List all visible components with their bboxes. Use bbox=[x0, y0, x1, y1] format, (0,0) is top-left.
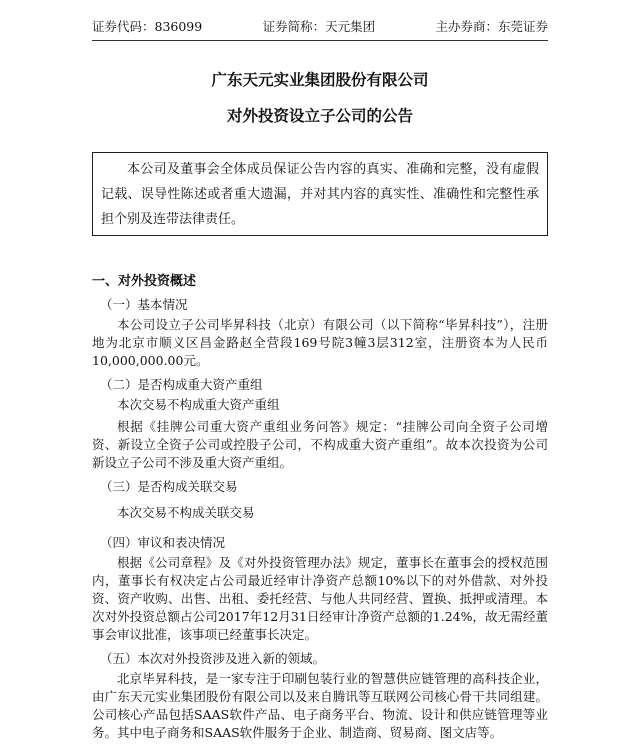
security-code: 证券代码：836099 bbox=[92, 19, 203, 34]
subsection-approval-heading: （四）审议和表决情况 bbox=[100, 535, 226, 550]
announcement-body bbox=[92, 270, 548, 746]
page-header bbox=[92, 13, 548, 39]
restructuring-paragraph: 根据《挂牌公司重大资产重组业务问答》规定：“挂牌公司向全资子公司增资、新设立全资子公司或控股子公司，不构成重大资产重组”。故本次投资为公司新设立子公司不涉及重大资产重组。 bbox=[92, 419, 548, 470]
company-title: 广东天元实业集团股份有限公司 bbox=[211, 70, 429, 89]
new-field-paragraph: 北京毕昇科技，是一家专注于印刷包装行业的智慧供应链管理的高科技企业，由广东天元实业集团股份有限公司以及来自腾讯等互联网公司核心骨干共同组建。公司核心产品包括SAAS软件产品、电子商务平台、物流、设计和供应链管理等业务。其中电子商务和SAAS软件服务于企业、制造商、贸易商、图文店等。 bbox=[92, 671, 548, 740]
approval-paragraph: 根据《公司章程》及《对外投资管理办法》规定，董事长在董事会的授权范围内，董事长有权决定占公司最近经审计净资产总额10%以下的对外借款、对外投资、资产收购、出售、出租、委托经营、与他人共同经营、置换、抵押或清理。本次对外投资总额占公司2017年12月31日经审计净资产总额的1.24%，故无需经董事会审议批准，该事项已经董事长决定。 bbox=[92, 555, 548, 642]
restructuring-statement: 本次交易不构成重大资产重组 bbox=[117, 397, 280, 412]
sponsor-broker: 主办券商：东莞证券 bbox=[435, 19, 548, 34]
subsection-restructuring-heading: （二）是否构成重大资产重组 bbox=[100, 377, 263, 392]
related-party-statement: 本次交易不构成关联交易 bbox=[117, 505, 255, 520]
header-divider bbox=[92, 40, 548, 41]
basic-info-paragraph: 本公司设立子公司毕昇科技（北京）有限公司（以下简称“毕昇科技”），注册地为北京市顺义区昌金路赵全营段169号院3幢3层312室，注册资本为人民币10,000,000.00元。 bbox=[92, 317, 548, 368]
board-guarantee-notice: 本公司及董事会全体成员保证公告内容的真实、准确和完整，没有虚假记载、误导性陈述或者重大遗漏，并对其内容的真实性、准确性和完整性承担个别及连带法律责任。 bbox=[92, 152, 548, 236]
announcement-title: 对外投资设立子公司的公告 bbox=[226, 106, 413, 125]
subsection-basic-info-heading: （一）基本情况 bbox=[100, 297, 188, 312]
subsection-new-field-heading: （五）本次对外投资涉及进入新的领域。 bbox=[100, 651, 326, 666]
section-heading: 一、对外投资概述 bbox=[92, 274, 197, 289]
security-short-name: 证券简称：天元集团 bbox=[262, 19, 376, 34]
subsection-related-party-heading: （三）是否构成关联交易 bbox=[100, 479, 238, 494]
